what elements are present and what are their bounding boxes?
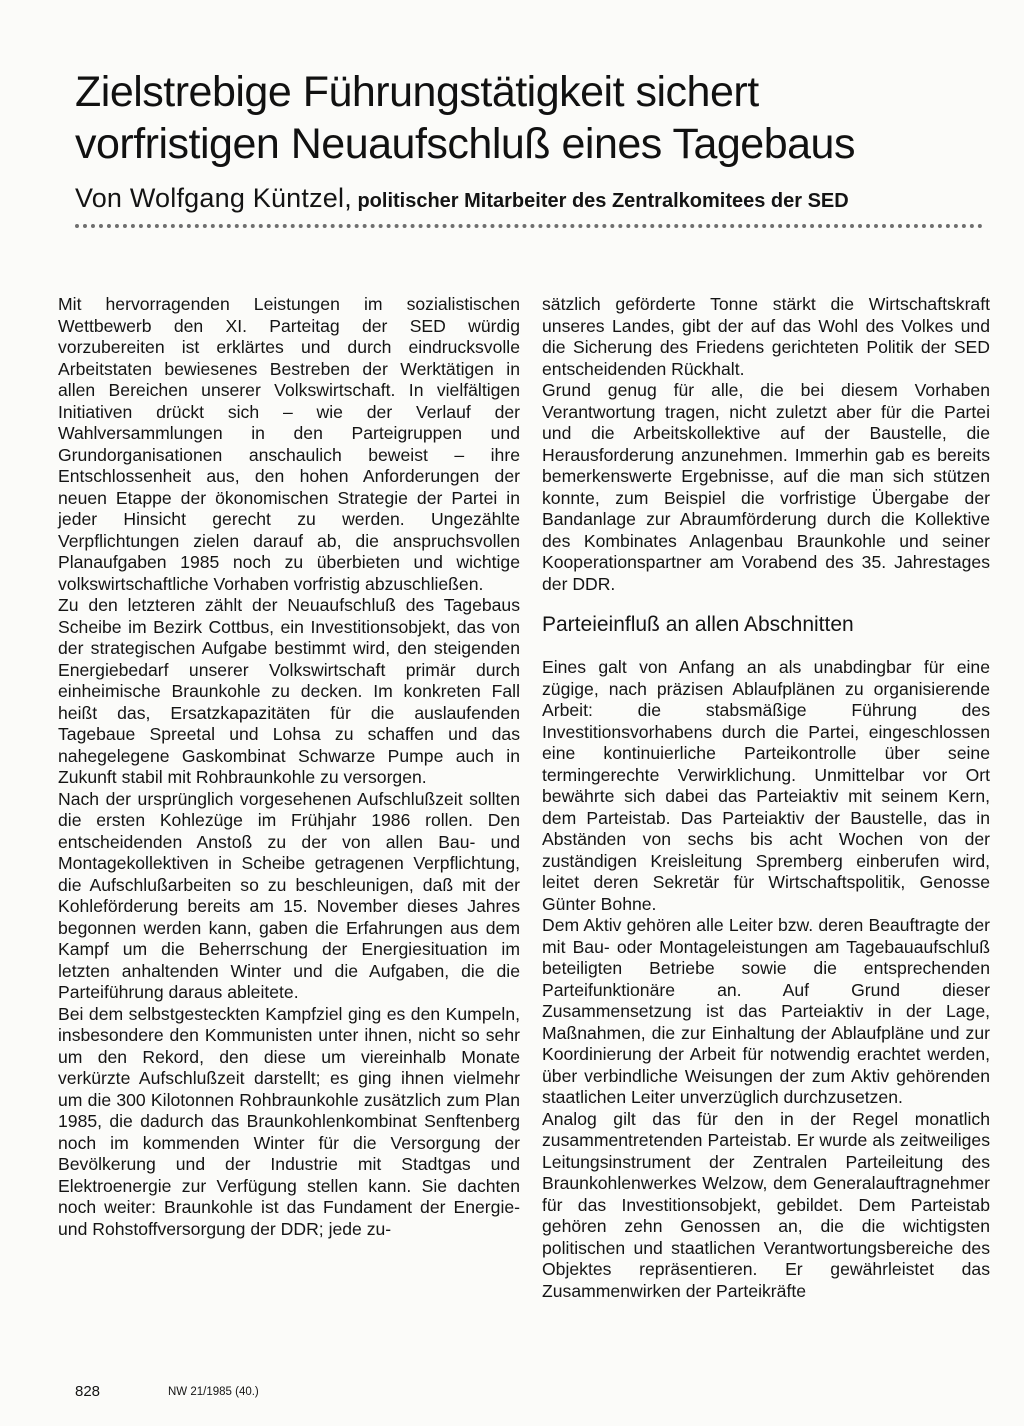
author-name: Von Wolfgang Küntzel, [75,183,352,213]
title-line-1: Zielstrebige Führungstätigkeit sichert [75,68,759,116]
paragraph: Bei dem selbstgesteckten Kampfziel ging es den Kumpeln, insbesondere den Kommunisten unter ihnen, nicht so sehr um den Rekord, den diese um viereinhalb Monate verkürzte Aufschlußzeit darstellt; es ging ihnen vielmehr um die 300 Kilotonnen Rohbraunkohle zusätzlich zum Plan 1985, die dadurch das Braunkohlenkombinat Senftenberg noch im kommenden Winter für die Versorgung der Bevölkerung und der Industrie mit Stadtgas und Elektroenergie zur Verfügung stellen kann. Sie dachten noch weiter: Braunkohle ist das Fundament der Energie- und Rohstoffversorgung der DDR; jede zu- [58,1003,520,1239]
article-title [75,66,975,170]
paragraph: Mit hervorragenden Leistungen im sozialistischen Wettbewerb den XI. Parteitag der SED würdig vorzubereiten ist erklärtes und durch eindrucksvolle Arbeitstaten bewiesenes Bestreben der Werktätigen in allen Bereichen unserer Volkswirtschaft. In vielfältigen Initiativen drückt sich – wie der Verlauf der Wahlversammlungen in den Parteigruppen und Grundorganisationen anschaulich beweist – ihre Entschlossenheit aus, den hohen Anforderungen der neuen Etappe der ökonomischen Strategie der Partei in jeder Hinsicht gerecht zu werden. Ungezählte Verpflichtungen zielen darauf ab, die anspruchsvollen Planaufgaben 1985 noch zu überbieten und wichtige volkswirtschaftliche Vorhaben vorfristig abzuschließen. [58,294,520,594]
title-line-2: vorfristigen Neuaufschluß eines Tagebaus [75,120,855,168]
paragraph: Analog gilt das für den in der Regel monatlich zusammentretenden Parteistab. Er wurde als zeitweiliges Leitungsinstrument der Zentralen Parteileitung des Braunkohlenwerkes Welzow, dem Generalauftragnehmer für das Investitionsobjekt, gebildet. Dem Parteistab gehören zehn Genossen an, die die wichtigsten politischen und staatlichen Verantwortungsbereiche des Objektes repräsentieren. Er gewährleistet das Zusammenwirken der Parteikräfte [542,1108,990,1301]
paragraph: Zu den letzteren zählt der Neuaufschluß des Tagebaus Scheibe im Bezirk Cottbus, ein Investitionsobjekt, das von der strategischen Aufgabe bestimmt wird, den steigenden Energiebedarf unserer Volkswirtschaft primär durch einheimische Braunkohle zu decken. Im konkreten Fall heißt das, Ersatzkapazitäten für die auslaufenden Tagebaue Spreetal und Lohsa zu schaffen und das nahegelegene Gaskombinat Schwarze Pumpe auch in Zukunft stabil mit Rohbraunkohle zu versorgen. [58,595,520,787]
author-role: politischer Mitarbeiter des Zentralkomitees der SED [351,190,849,212]
paragraph: Dem Aktiv gehören alle Leiter bzw. deren Beauftragte der mit Bau- oder Montageleistungen am Tagebauaufschluß beteiligten Betriebe sowie die entsprechenden Parteifunktionäre an. Auf Grund dieser Zusammensetzung ist das Parteiaktiv in der Lage, Maßnahmen, die zur Einhaltung der Ablaufpläne und zur Koordinierung der Arbeit für notwendig erachtet werden, über verbindliche Weisungen der zum Aktiv gehörenden staatlichen Leiter unverzüglich durchzusetzen. [542,915,990,1107]
right-column [542,294,990,1302]
issue-reference: NW 21/1985 (40.) [168,1386,259,1398]
left-column [58,294,520,1240]
page-number: 828 [75,1383,101,1400]
paragraph: Nach der ursprünglich vorgesehenen Aufschlußzeit sollten die ersten Kohlezüge im Frühjahr 1986 rollen. Den entscheidenden Anstoß zu der von allen Bau- und Montagekollektiven in Scheibe getragenen Verpflichtung, die Aufschlußarbeiten so zu beschleunigen, daß mit der Kohleförderung bereits am 15. November dieses Jahres begonnen werden kann, gaben die Erfahrungen aus dem Kampf um die Beherrschung der Energiesituation im letzten anhaltenden Winter und die Aufgaben, die die Parteiführung daraus ableitete. [58,788,520,1002]
header-rule [75,224,983,228]
paragraph: sätzlich geförderte Tonne stärkt die Wirtschaftskraft unseres Landes, gibt der auf das Wohl des Volkes und die Sicherung des Friedens gerichteten Politik der SED entscheidenden Rückhalt. [542,294,990,379]
byline [75,183,975,214]
paragraph: Eines galt von Anfang an als unabdingbar für eine zügige, nach präzisen Ablaufplänen zu organisierende Arbeit: die stabsmäßige Führung des Investitionsvorhabens durch die Partei, eingeschlossen eine kontinuierliche Parteikontrolle über seine termingerechte Verwirklichung. Unmittelbar vor Ort bewährte sich dabei das Parteiaktiv mit seinem Kern, dem Parteistab. Das Parteiaktiv der Baustelle, das in Abständen von sechs bis acht Wochen von der zuständigen Kreisleitung Spremberg einberufen wird, leitet deren Sekretär für Wirtschaftspolitik, Genosse Günter Bohne. [542,657,990,914]
section-subheading: Parteieinfluß an allen Abschnitten [542,613,854,636]
paragraph: Grund genug für alle, die bei diesem Vorhaben Verantwortung tragen, nicht zuletzt aber für die Partei und die Arbeitskollektive auf der Baustelle, die Herausforderung anzunehmen. Immerhin gab es bereits bemerkenswerte Ergebnisse, auf die man sich stützen konnte, zum Beispiel die vorfristige Übergabe der Bandanlage zur Abraumförderung durch die Kollektive des Kombinates Anlagenbau Braunkohle und seiner Kooperationspartner am Vorabend des 35. Jahrestages der DDR. [542,380,990,594]
